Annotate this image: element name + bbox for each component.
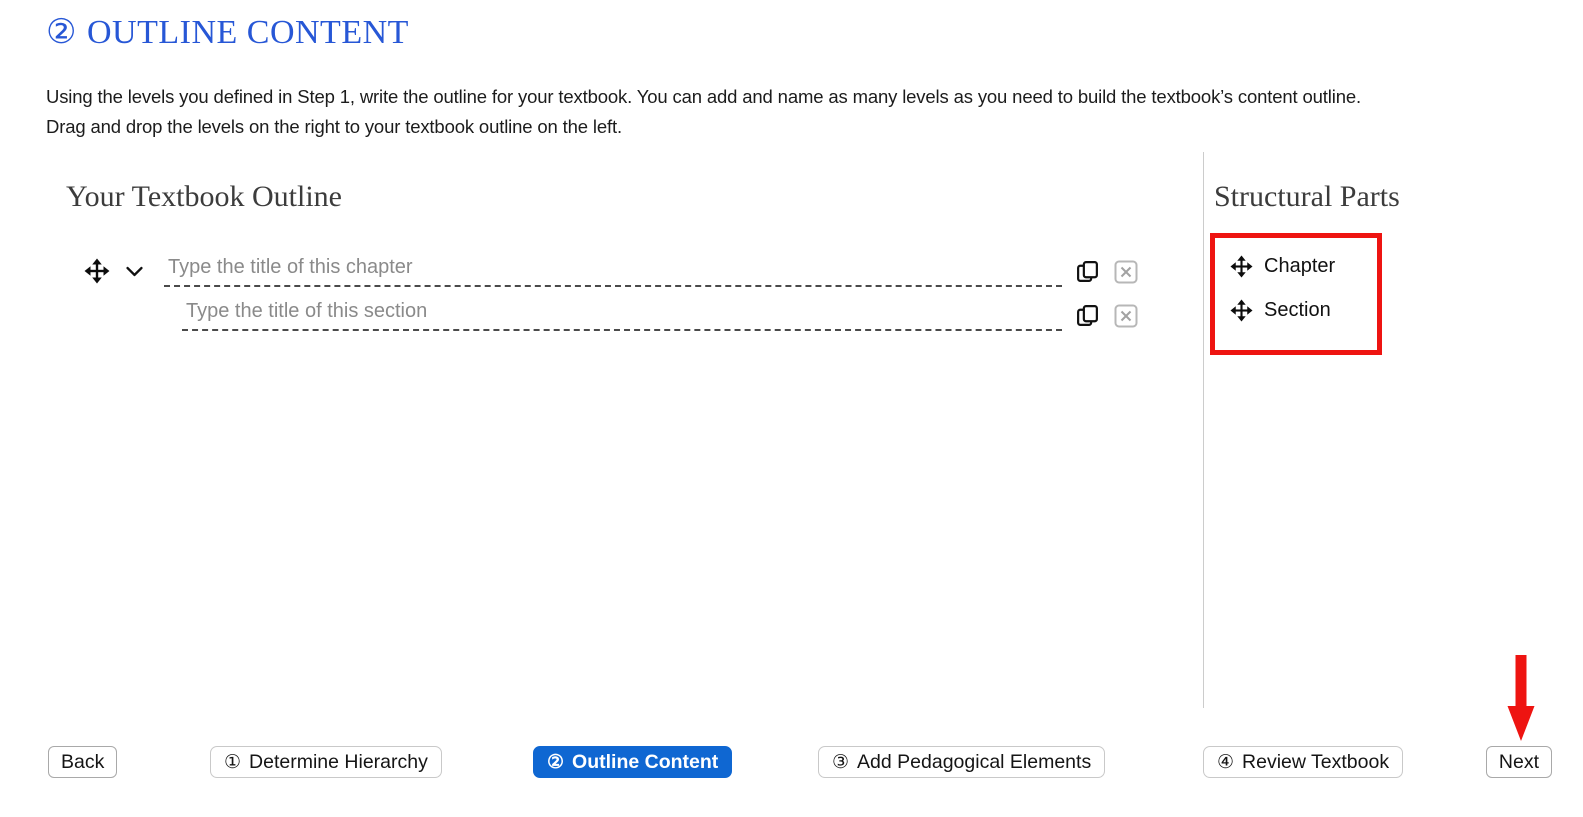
- chapter-copy-button[interactable]: [1075, 259, 1100, 284]
- back-button-label: Back: [61, 750, 105, 773]
- delete-x-icon: [1114, 260, 1138, 284]
- chapter-delete-button[interactable]: [1114, 260, 1138, 284]
- section-title-input[interactable]: [182, 298, 1062, 331]
- step-4-label: Review Textbook: [1242, 750, 1390, 773]
- step-button-review-textbook[interactable]: [1203, 746, 1403, 778]
- description-line-2: Drag and drop the levels on the right to your textbook outline on the left.: [46, 116, 622, 137]
- step-button-determine-hierarchy[interactable]: [210, 746, 442, 778]
- annotation-red-box: [1210, 233, 1382, 355]
- draggable-part-section[interactable]: [1230, 295, 1377, 325]
- step-button-outline-content[interactable]: [533, 746, 732, 778]
- step-1-label: Determine Hierarchy: [249, 750, 428, 773]
- copy-icon: [1075, 303, 1100, 328]
- page-description: [46, 82, 1361, 142]
- outline-panel-heading: Your Textbook Outline: [66, 180, 342, 213]
- section-delete-button[interactable]: [1114, 304, 1138, 328]
- move-icon: [1230, 255, 1253, 278]
- delete-x-icon: [1114, 304, 1138, 328]
- move-icon: [84, 258, 110, 284]
- step-3-badge: ③: [832, 751, 850, 773]
- page-title-text: OUTLINE CONTENT: [86, 14, 409, 51]
- draggable-part-chapter[interactable]: [1230, 251, 1377, 281]
- step-2-label: Outline Content: [572, 750, 719, 773]
- structural-panel-heading: Structural Parts: [1214, 180, 1400, 213]
- step-button-add-pedagogical-elements[interactable]: [818, 746, 1105, 778]
- copy-icon: [1075, 259, 1100, 284]
- next-button-label: Next: [1498, 750, 1539, 773]
- step-number-badge: ②: [46, 14, 77, 51]
- step-3-label: Add Pedagogical Elements: [857, 750, 1092, 773]
- move-icon: [1230, 299, 1253, 322]
- next-button[interactable]: [1486, 746, 1552, 778]
- chapter-title-input[interactable]: [164, 254, 1062, 287]
- step-1-badge: ①: [224, 751, 242, 773]
- back-button[interactable]: [48, 746, 117, 778]
- annotation-arrow-icon: [1504, 655, 1538, 743]
- step-4-badge: ④: [1217, 751, 1235, 773]
- page-title: [46, 12, 409, 52]
- panel-divider: [1203, 152, 1204, 708]
- part-label: Section: [1264, 298, 1331, 321]
- chevron-down-icon: [124, 262, 145, 281]
- chapter-collapse-toggle[interactable]: [124, 262, 145, 281]
- part-label: Chapter: [1264, 254, 1336, 277]
- step-2-badge: ②: [547, 751, 565, 773]
- section-copy-button[interactable]: [1075, 303, 1100, 328]
- description-line-1: Using the levels you defined in Step 1, write the outline for your textbook. You can add and name as many levels as you need to build the textbook’s content outline.: [46, 86, 1361, 107]
- chapter-drag-handle[interactable]: [84, 258, 110, 284]
